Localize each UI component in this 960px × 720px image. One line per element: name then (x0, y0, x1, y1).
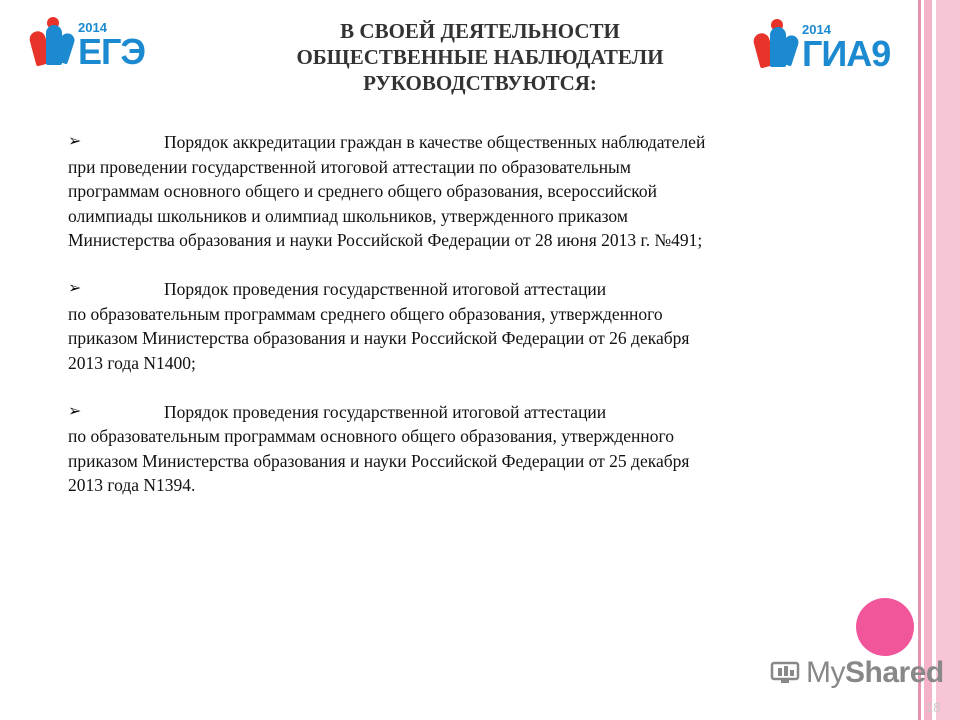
bullet-list (68, 130, 858, 522)
title-line: В СВОЕЙ ДЕЯТЕЛЬНОСТИ (340, 19, 620, 43)
ege-logo-name: ЕГЭ (78, 30, 146, 72)
bullet-text-line: 2013 года N1394. (68, 475, 196, 495)
bullet-text-line: олимпиады школьников и олимпиад школьников, утвержденного приказом (68, 205, 628, 226)
bullet-item (68, 400, 858, 498)
title-line: РУКОВОДСТВУЮТСЯ: (363, 71, 597, 95)
bullet-text-line: программам основного общего и среднего общего образования, всероссийской (68, 181, 658, 201)
watermark-text-shared: Shared (845, 656, 944, 689)
watermark-text-my: My (806, 656, 845, 689)
arrow-bullet-icon: ➢ (68, 402, 82, 420)
title-line: ОБЩЕСТВЕННЫЕ НАБЛЮДАТЕЛИ (296, 45, 664, 69)
bullet-text-line: по образовательным программам основного общего образования, утвержденного (68, 426, 675, 446)
gia9-logo-name: ГИА9 (802, 32, 891, 74)
bullet-item (68, 277, 858, 375)
bullet-text-line: 2013 года N1400; (68, 352, 196, 373)
bullet-text-line: приказом Министерства образования и науки Российской Федерации от 25 декабря (68, 450, 690, 471)
bullet-text-line: Министерства образования и науки Российской Федерации от 28 июня 2013 г. №491; (68, 230, 703, 250)
slide-title (220, 18, 740, 96)
bullet-text-line: Порядок аккредитации граждан в качестве общественных наблюдателей (164, 132, 706, 152)
bullet-text-line: Порядок проведения государственной итоговой аттестации (164, 279, 607, 299)
border-line (918, 0, 921, 720)
arrow-bullet-icon: ➢ (68, 133, 82, 150)
myshared-watermark[interactable] (770, 656, 944, 690)
myshared-logo-icon (770, 660, 800, 686)
gia9-logo-icon (752, 19, 800, 75)
bullet-text-line: приказом Министерства образования и науки Российской Федерации от 26 декабря (68, 328, 690, 348)
right-decorative-border (918, 0, 960, 720)
slide-number: 18 (926, 700, 941, 715)
bullet-text-line: по образовательным программам среднего общего образования, утвержденного (68, 303, 663, 324)
bullet-text-line: Порядок проведения государственной итоговой аттестации (164, 401, 607, 422)
ege-logo (28, 14, 178, 76)
ege-logo-icon (28, 17, 76, 73)
gia9-logo-year: 2014 (802, 21, 831, 37)
gia9-logo (752, 14, 918, 80)
bullet-text-line: при проведении государственной итоговой аттестации по образовательным (68, 156, 631, 177)
decorative-pink-circle (856, 598, 914, 656)
ege-logo-year: 2014 (78, 19, 107, 35)
bullet-item (68, 130, 858, 253)
arrow-bullet-icon: ➢ (68, 280, 82, 297)
